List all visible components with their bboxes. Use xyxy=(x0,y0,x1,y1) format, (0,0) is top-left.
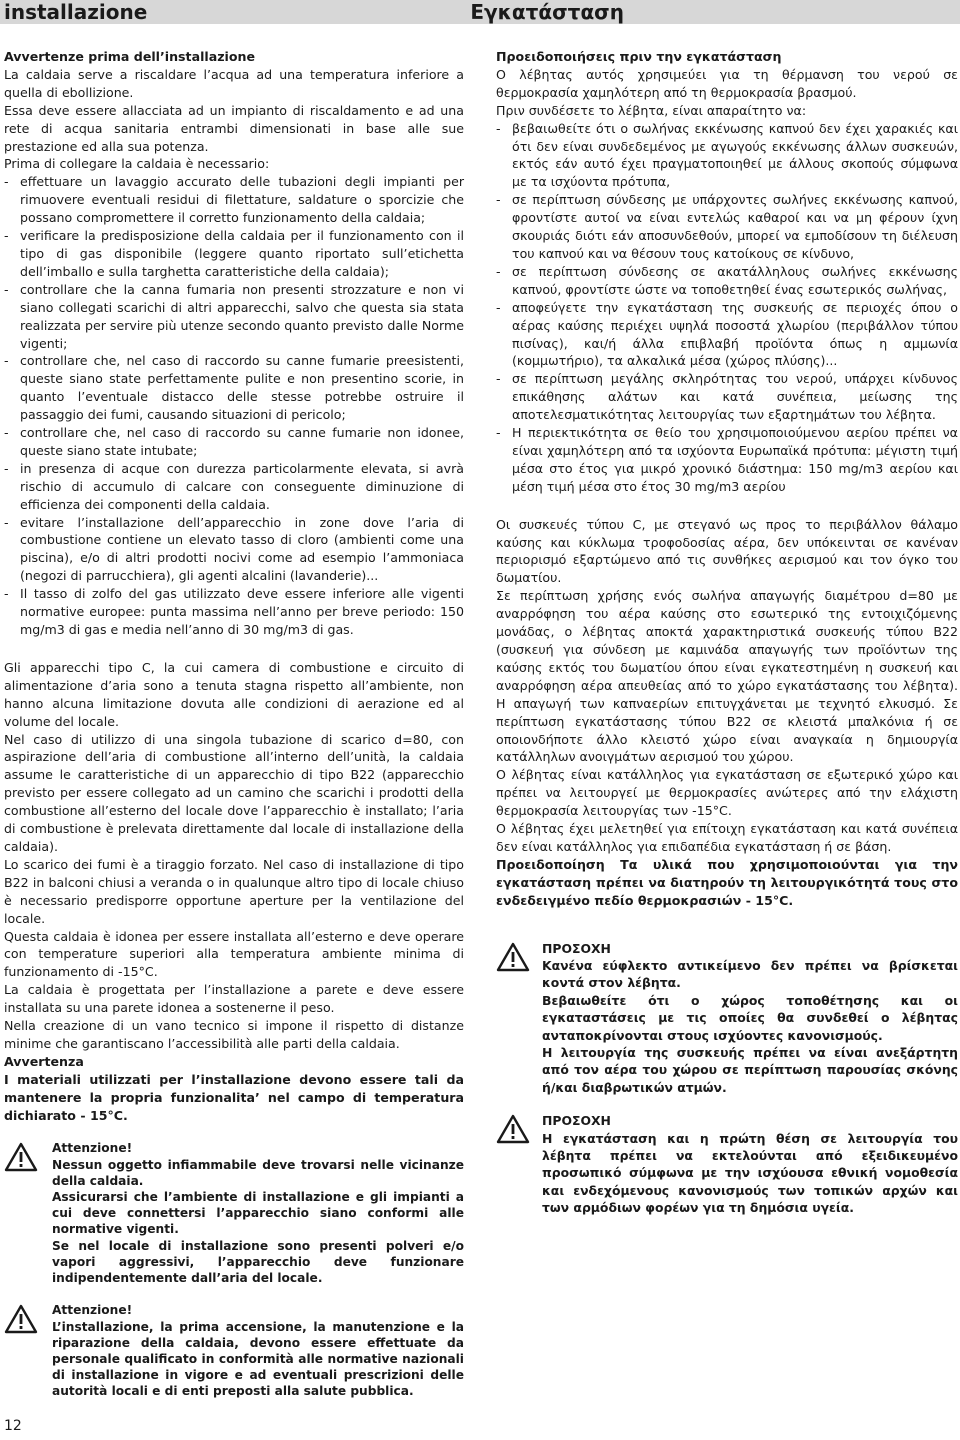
list-item: - controllare che la canna fumaria non presenti strozzature e non vi siano collegati scarichi di altri apparecchi, salvo che questa sia stata realizzata per servire più utenze secondo quanto previsto dalle Norme vigenti; xyxy=(4,281,464,353)
list-item: - βεβαιωθείτε ότι ο σωλήνας εκκένωσης καπνού δεν έχει χαρακιές και ότι δεν είναι συνδεδεμένος με αγωγούς εκκένωσης άλλων συσκευών, εκτός εάν αυτό έχει πραγματοποιηθεί με άλλους σκοπούς σύμφωνα με τα ισχύοντα πρότυπα, xyxy=(496,120,958,192)
notice-text: Προειδοποίηση Τα υλικά που χρησιμοποιούνται για την εγκατάσταση πρέπει να διατηρούν τη λειτουργικότητά τους στο ενδεδειγμένο πεδίο θερμοκρασιών - 15°C. xyxy=(496,856,958,908)
warning-title: Attenzione! xyxy=(52,1141,133,1156)
paragraph: Prima di collegare la caldaia è necessario: xyxy=(4,156,270,172)
section-title-italian: installazione xyxy=(4,0,148,24)
paragraph: Οι συσκευές τύπου C, με στεγανό ως προς το περιβάλλον θάλαμο καύσης και κύκλωμα τροφοδοσίας αέρα, δεν υπόκεινται σε κανέναν περιορισμό εξαρτώμενο από τις συνθήκες αερισμού και τον όγκο του δωματίου. xyxy=(496,516,958,586)
requirements-list xyxy=(496,120,958,496)
warning-line: Η λειτουργία της συσκευής πρέπει να είναι ανεξάρτητη από τον αέρα του χώρου σε περίπτωση παρουσίας σκόνης ή/και διαβρωτικών ατμών. xyxy=(542,1045,958,1095)
requirements-list xyxy=(4,173,464,639)
warning-triangle-icon xyxy=(4,1142,38,1172)
notice-heading: Avvertenza xyxy=(4,1053,84,1069)
paragraph: Gli apparecchi tipo C, la cui camera di combustione e circuito di alimentazione d’aria sono a tenuta stagna rispetto all’ambiente, non hanno alcuna limitazione dovuta alle condizioni di aerazione ed al volume del locale. xyxy=(4,659,464,729)
list-item: - σε περίπτωση σύνδεσης με υπάρχοντες σωλήνες εκκένωσης καπνού, φροντίστε αυτοί να είναι εντελώς καθαροί και να μη φέρουν ίχνη σκουριάς διότι εάν αποσυνδεθούν, μπορεί να εμποδίσουν τη διέλευση του καπνού και να θέσουν τους κατοίκους σε κίνδυνο, xyxy=(496,191,958,263)
section-title-greek: Εγκατάσταση xyxy=(470,0,624,24)
paragraph: La caldaia serve a riscaldare l’acqua ad una temperatura inferiore a quella di ebollizione. xyxy=(4,66,464,100)
paragraph: La caldaia è progettata per l’installazione a parete e deve essere installata su una parete idonea a sostenerne il peso. xyxy=(4,982,464,1016)
notice-text: I materiali utilizzati per l’installazione devono essere tali da mantenere la propria funzionalita’ nel campo di temperatura dichiarato - 15°C. xyxy=(4,1071,464,1123)
warning-line: Κανένα εύφλεκτο αντικείμενο δεν πρέπει να βρίσκεται κοντά στον λέβητα. xyxy=(542,958,958,991)
warning-triangle-icon xyxy=(4,1304,38,1334)
paragraph: Ο λέβητας αυτός χρησιμεύει για τη θέρμανση του νερού σε θερμοκρασία χαμηλότερη από τη θερμοκρασία βρασμού. xyxy=(496,66,958,100)
paragraph: Nel caso di utilizzo di una singola tubazione di scarico d=80, con aspirazione dell’aria di combustione all’interno dell’unità, la caldaia assume le caratteristiche di un apparecchio di tipo B22 (apparecchio previsto per essere collegato ad un camino che scarichi i prodotti della combustione all’esterno del locale dove l’apparecchio è installato; l’aria di combustione è prelevata direttamente dal locale di installazione della caldaia). xyxy=(4,731,464,854)
list-item: - σε περίπτωση σύνδεσης σε ακατάλληλους σωλήνες εκκένωσης καπνού, φροντίστε ώστε να τοποθετηθεί ένας εσωτερικός σωλήνας, xyxy=(496,263,958,299)
warning-title: Attenzione! xyxy=(52,1303,133,1318)
warning-box xyxy=(4,1140,464,1286)
warning-line: L’installazione, la prima accensione, la manutenzione e la riparazione della caldaia, devono essere effettuate da personale qualificato in conformità alle normative nazionali di installazione in vigore e ad eventuali prescrizioni delle autorità locali e di enti preposti alla salute pubblica. xyxy=(52,1319,464,1399)
paragraph: Nella creazione di un vano tecnico si impone il rispetto di distanze minime che garantiscano l’accessibilità alle parti della caldaia. xyxy=(4,1018,464,1051)
warnings-heading: Προειδοποιήσεις πριν την εγκατάσταση xyxy=(496,49,782,64)
warning-title: ΠΡΟΣΟΧΗ xyxy=(542,1113,611,1129)
warning-line: Nessun oggetto infiammabile deve trovarsi nelle vicinanze della caldaia. xyxy=(52,1157,464,1188)
list-item: - controllare che, nel caso di raccordo su canne fumarie non idonee, queste siano state intubate; xyxy=(4,424,464,460)
paragraph: Questa caldaia è idonea per essere installata all’esterno e deve operare con temperature superiori alla temperatura ambiente minima di funzionamento di -15°C. xyxy=(4,928,464,980)
warning-box xyxy=(496,1112,958,1216)
list-item: - verificare la predisposizione della caldaia per il funzionamento con il tipo di gas disponibile (leggere quanto riportato sull’etichetta dell’imballo e sulla targhetta caratteristiche della caldaia); xyxy=(4,227,464,281)
warning-title: ΠΡΟΣΟΧΗ xyxy=(542,940,611,956)
warning-line: Η εγκατάσταση και η πρώτη θέση σε λειτουργία του λέβητα πρέπει να εκτελούνται από εξειδικευμένο προσωπικό σύμφωνα με την ισχύουσα εθνική νομοθεσία και ενδεχόμενους κανονισμούς των τοπικών αρχών και των αρμόδιων φορέων για τη δημόσια υγεία. xyxy=(542,1130,958,1216)
warning-triangle-icon xyxy=(496,942,530,972)
list-item: - σε περίπτωση μεγάλης σκληρότητας του νερού, υπάρχει κίνδυνος επικάθησης αλάτων και κατά συνέπεια, μείωσης της αποτελεσματικότητας λειτουργίας των εξαρτημάτων του λέβητα. xyxy=(496,370,958,424)
paragraph: Lo scarico dei fumi è a tiraggio forzato. Nel caso di installazione di tipo B22 in balconi chiusi a veranda o in qualunque altro tipo di locale chiuso è necessario predisporre opportune aperture per la ventilazione del locale. xyxy=(4,856,464,926)
italian-column xyxy=(4,48,464,1400)
paragraph: Πριν συνδέσετε το λέβητα, είναι απαραίτητο να: xyxy=(496,102,807,118)
paragraph: Essa deve essere allacciata ad un impianto di riscaldamento e ad una rete di acqua sanitaria entrambi dimensionati in base alle sue prestazione ed alla sua potenza. xyxy=(4,102,464,154)
list-item: - Il tasso di zolfo del gas utilizzato deve essere inferiore alle vigenti normative europee: punta massima nell’anno per breve periodo: 150 mg/m3 di gas e media nell’anno di 30 mg/m3 di gas. xyxy=(4,585,464,639)
list-item: - Η περιεκτικότητα σε θείο του χρησιμοποιούμενου αερίου πρέπει να είναι χαμηλότερη από τα ισχύοντα Ευρωπαϊκά πρότυπα: μέγιστη τιμή μέσα στο έτος για μικρό χρονικό διάστημα: 150 mg/m3 αερίου και μέση τιμή μέσα στο έτος 30 mg/m3 αερίου xyxy=(496,424,958,496)
list-item: - evitare l’installazione dell’apparecchio in zone dove l’aria di combustione contiene un elevato tasso di cloro (ambienti come una piscina), e/o di altri prodotti nocivi come ad esempio l’ammoniaca (negozi di parrucchiera), gli agenti alcalini (lavanderie)... xyxy=(4,514,464,586)
warning-box xyxy=(496,940,958,1097)
warning-line: Assicurarsi che l’ambiente di installazione e gli impianti a cui deve connettersi l’apparecchio siano conformi alle normative vigenti. xyxy=(52,1190,464,1237)
warning-line: Se nel locale di installazione sono presenti polveri e/o vapori aggressivi, l’apparecchio deve funzionare indipendentemente dall’aria del locale. xyxy=(52,1238,464,1286)
greek-column xyxy=(496,48,958,1217)
page-number: 12 xyxy=(4,1418,22,1434)
warning-box xyxy=(4,1302,464,1399)
warnings-heading: Avvertenze prima dell’installazione xyxy=(4,49,256,64)
list-item: - controllare che, nel caso di raccordo su canne fumarie preesistenti, queste siano state perfettamente pulite e non presentino scorie, in quanto l’eventuale distacco delle stesse potrebbe ostruire il passaggio dei fumi, causando situazioni di pericolo; xyxy=(4,352,464,424)
warning-triangle-icon xyxy=(496,1114,530,1144)
warning-line: Βεβαιωθείτε ότι ο χώρος τοποθέτησης και οι εγκαταστάσεις με τις οποίες θα συνδεθεί ο λέβητας ανταποκρίνονται στους ισχύοντες κανονισμούς. xyxy=(542,992,958,1043)
list-item: - in presenza di acque con durezza particolarmente elevata, si avrà rischio di accumulo di calcare con conseguente diminuzione di efficienza dei componenti della caldaia. xyxy=(4,460,464,514)
list-item: - effettuare un lavaggio accurato delle tubazioni degli impianti per rimuovere eventuali residui di filettature, saldature o sporcizie che possano compromettere il corretto funzionamento della caldaia; xyxy=(4,173,464,227)
paragraph: Ο λέβητας έχει μελετηθεί για επίτοιχη εγκατάσταση και κατά συνέπεια δεν είναι κατάλληλος για επιδαπέδια εγκατάσταση ή σε βάση. xyxy=(496,821,958,854)
list-item: - αποφεύγετε την εγκατάσταση της συσκευής σε περιοχές όπου ο αέρας καύσης περιέχει υψηλά ποσοστά χλωρίου (περιβάλλον τύπου πισίνας), και/ή άλλα επιβλαβή προϊόντα όπως η αμμωνία (κομμωτήριο), τα αλκαλικά μέσα (χώρος πλύσης)... xyxy=(496,299,958,371)
paragraph: Σε περίπτωση χρήσης ενός σωλήνα απαγωγής διαμέτρου d=80 με αναρρόφηση του αέρα καύσης στο εσωτερικό της εντοιχιζόμενης μονάδας, ο λέβητας αποκτά χαρακτηριστικά συσκευής τύπου B22 (συσκευή για σύνδεση με καμινάδα απαγωγής των προϊόντων της καύσης εκτός του δωματίου όπου είναι εγκατεστημένη η συσκευή και αναρρόφηση αέρα απευθείας από το χώρο εγκατάστασης του λέβητα). Η απαγωγή των καπναερίων επιτυγχάνεται με τεχνητό ελκυσμό. Σε περίπτωση εγκατάστασης τύπου B22 σε κλειστά μπαλκόνια ή σε οποιονδήποτε άλλο κλειστό χώρο είναι αναγκαία η δημιουργία κατάλληλων ανοιγμάτων αερισμού του χώρου. xyxy=(496,588,958,765)
paragraph: Ο λέβητας είναι κατάλληλος για εγκατάσταση σε εξωτερικό χώρο και πρέπει να λειτουργεί με θερμοκρασίες ανώτερες από την ελάχιστη θερμοκρασία λειτουργίας των -15°C. xyxy=(496,767,958,819)
